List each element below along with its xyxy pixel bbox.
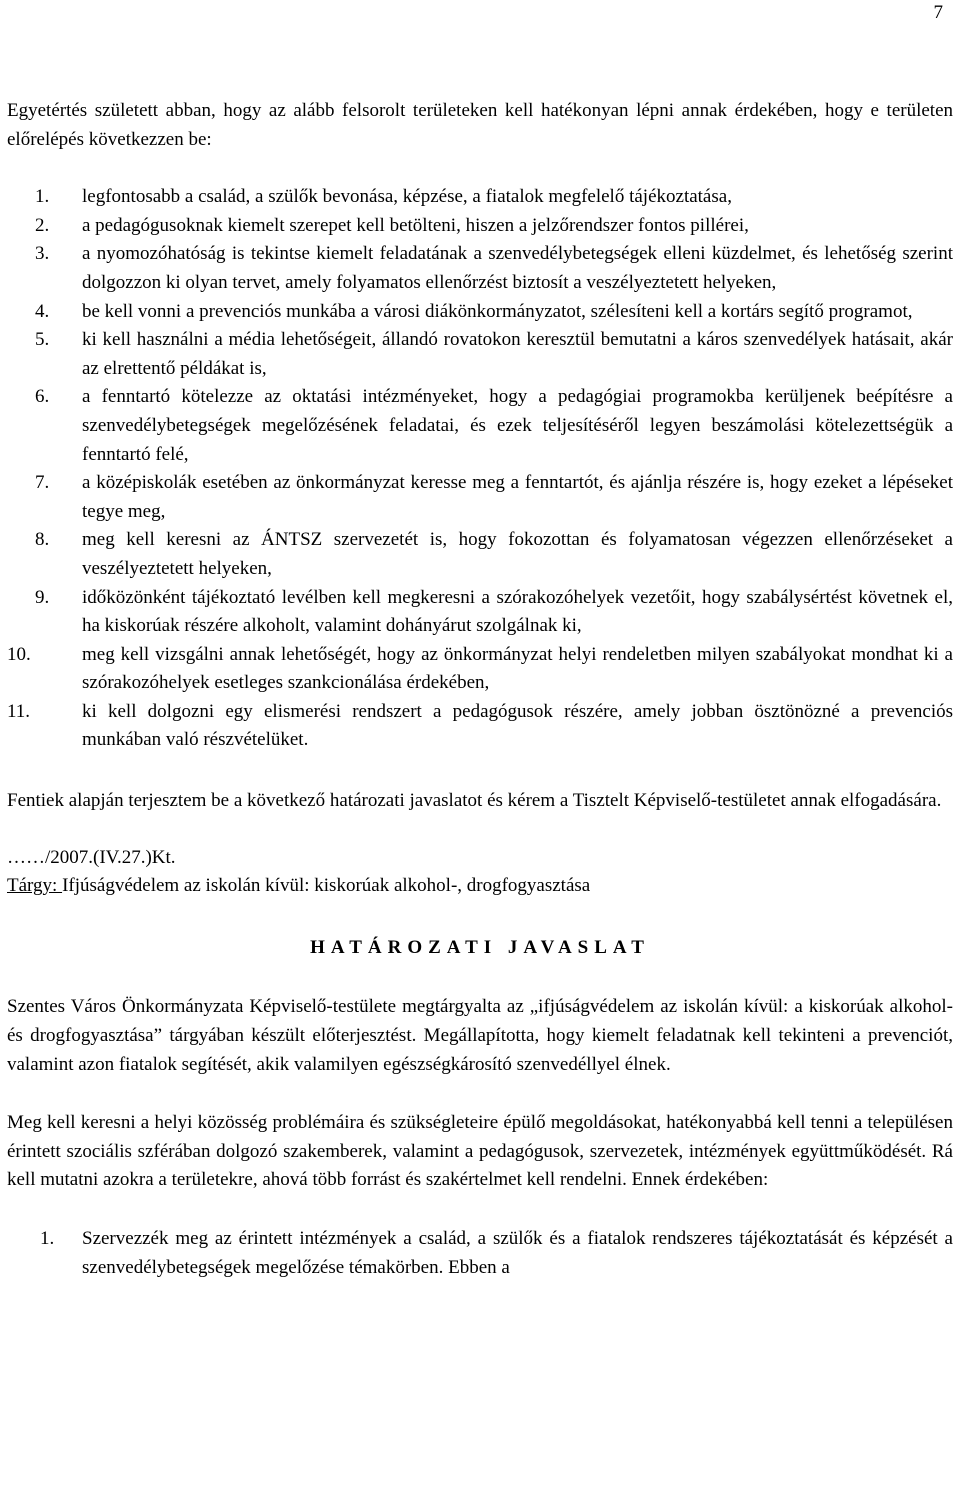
list-item-text: a fenntartó kötelezze az oktatási intézményeket, hogy a pedagógiai programokba kerüljenek beépítésre a szenvedélybetegségek megelőzésének feladatai, és ezek teljesítéséről legyen beszámolási kötelezettségük a fenntartó felé,: [82, 386, 953, 465]
list-item: [7, 469, 953, 526]
body-paragraph-2: Meg kell keresni a helyi közösség problémáira és szükségleteire épülő megoldásokat, hatékonyabbá kell tenni a településen érintett szociális szférában dolgozó szakemberek, valamint a pedagógusok, szervezetek, intézmények együttműködését. Rá kell mutatni azokra a területekre, ahová több forrást és szakértelmet kell rendelni. Ennek érdekében:: [7, 1112, 953, 1191]
page-number: 7: [933, 2, 943, 23]
actions-list: [7, 1225, 953, 1282]
body-paragraph-1: Szentes Város Önkormányzata Képviselő-testülete megtárgyalta az „ifjúságvédelem az iskolán kívül: a kiskorúak alkohol- és drogfogyasztása” tárgyában készült előterjesztést. Megállapította, hogy kiemelt feladatnak kell tekinteni a prevenciót, valamint azon fiatalok segítését, akik valamilyen egészségkárosító szenvedéllyel élnek.: [7, 996, 953, 1075]
list-item-text: időközönként tájékoztató levélben kell megkeresni a szórakozóhelyek vezetőit, hogy szabálysértést követnek el, ha kiskorúak részére alkoholt, valamint dohányárut szolgálnak ki,: [82, 586, 953, 637]
list-item-number: 1.: [35, 186, 50, 208]
list-item: [7, 1225, 953, 1282]
subject-line: [7, 872, 953, 901]
list-item-number: 3.: [35, 243, 50, 265]
list-item: [7, 326, 953, 383]
list-item-number: 8.: [35, 529, 50, 551]
subject-label: Tárgy:: [7, 875, 63, 897]
list-item: [7, 183, 953, 212]
list-item-text: meg kell keresni az ÁNTSZ szervezetét is, hogy fokozottan és folyamatosan végezzen ellenőrzéseket a veszélyeztetett helyeken,: [82, 529, 953, 579]
document-page: [7, 0, 953, 1282]
list-item-number: 7.: [35, 472, 50, 494]
list-item: [7, 298, 953, 327]
list-item-text: a középiskolák esetében az önkormányzat keresse meg a fenntartót, és ajánlja részére is, hogy ezeket a lépéseket tegye meg,: [82, 472, 953, 522]
list-item: [7, 641, 953, 698]
list-item-text: Szervezzék meg az érintett intézmények a család, a szülők és a fiatalok rendszeres tájékoztatását és képzését a szenvedélybetegségek megelőzése témakörben. Ebben a: [82, 1228, 953, 1278]
list-item-number: 11.: [7, 700, 31, 722]
resolution-number: ……/2007.(IV.27.)Kt.: [7, 846, 176, 868]
resolution-heading: HATÁROZATI JAVASLAT: [310, 936, 650, 958]
list-item-text: a pedagógusoknak kiemelt szerepet kell betölteni, hiszen a jelzőrendszer fontos pillérei,: [82, 214, 749, 236]
list-item-number: 5.: [35, 329, 50, 351]
list-item-number: 9.: [35, 586, 50, 608]
list-item: [7, 526, 953, 583]
list-item: [7, 212, 953, 241]
list-item-number: 2.: [35, 214, 50, 236]
list-item: [7, 698, 953, 755]
list-item-text: ki kell használni a média lehetőségeit, állandó rovatokon keresztül bemutatni a káros szenvedélyek hatásait, akár az elrettentő példákat is,: [82, 329, 953, 379]
list-item: [7, 240, 953, 297]
list-item-text: a nyomozóhatóság is tekintse kiemelt feladatának a szenvedélybetegségek elleni küzdelmet, és lehetőség szerint dolgozzon ki olyan tervet, amely folyamatos ellenőrzést biztosít a veszélyeztetett helyeken,: [82, 243, 953, 293]
intro-paragraph: Egyetértés született abban, hogy az alább felsorolt területeken kell hatékonyan lépni annak érdekében, hogy e területen előrelépés következzen be:: [7, 100, 953, 150]
list-item-text: meg kell vizsgálni annak lehetőségét, hogy az önkormányzat helyi rendeletben milyen szabályokat mondhat ki a szórakozóhelyek esetleges szankcionálása érdekében,: [82, 643, 953, 694]
list-item-text: legfontosabb a család, a szülők bevonása, képzése, a fiatalok megfelelő tájékoztatása,: [82, 186, 732, 208]
list-item-text: be kell vonni a prevenciós munkába a városi diákönkormányzatot, szélesíteni kell a kortárs segítő programot,: [82, 300, 913, 322]
list-item-number: 4.: [35, 300, 50, 322]
list-item-text: ki kell dolgozni egy elismerési rendszert a pedagógusok részére, amely jobban ösztönözné a prevenciós munkában való részvételüket.: [82, 700, 953, 751]
subject-text: Ifjúságvédelem az iskolán kívül: kiskorúak alkohol-, drogfogyasztása: [62, 875, 591, 897]
list-item-number: 1.: [40, 1228, 55, 1249]
list-item: [7, 383, 953, 469]
proposal-intro: Fentiek alapján terjesztem be a következő határozati javaslatot és kérem a Tisztelt Képviselő-testületet annak elfogadására.: [7, 790, 942, 812]
points-list: [7, 183, 953, 755]
list-item-number: 6.: [35, 386, 50, 408]
list-item-number: 10.: [7, 643, 31, 665]
list-item: [7, 584, 953, 641]
